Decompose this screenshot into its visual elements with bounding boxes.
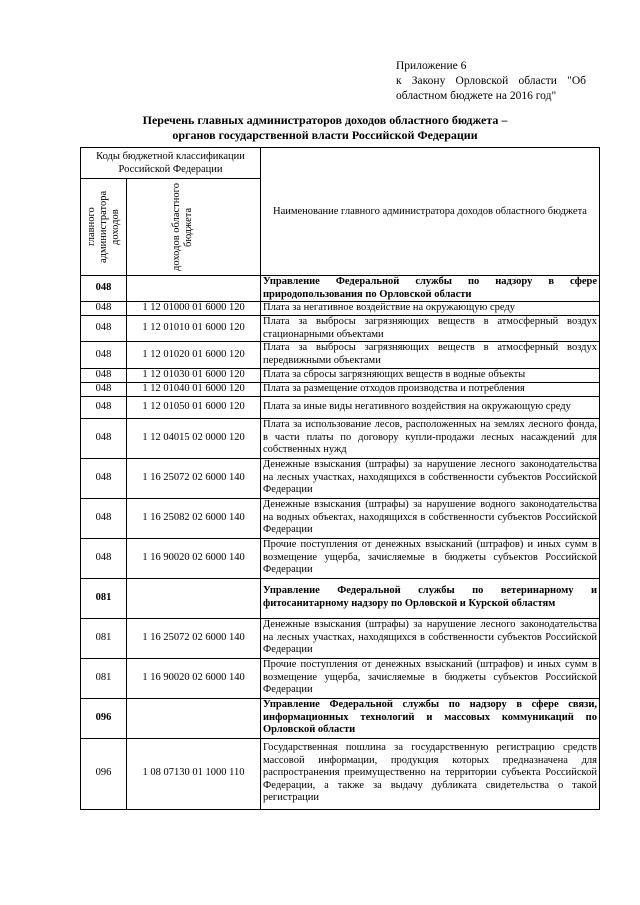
table-row [81,368,600,382]
organization-row [81,578,600,618]
title-line-1: Перечень главных администраторов доходов областного бюджета – [142,113,508,127]
table-row [81,342,600,368]
table-row [81,658,600,698]
income-code-cell: 1 16 25082 02 6000 140 [127,498,261,538]
organization-row [81,276,600,302]
admin-code-cell: 048 [81,538,127,578]
income-code-cell: 1 12 01050 01 6000 120 [127,396,261,418]
admin-code-cell: 081 [81,578,127,618]
admin-code-cell: 048 [81,368,127,382]
admin-code-cell: 096 [81,738,127,809]
administrators-table [80,147,600,810]
income-name-cell: Государственная пошлина за государственную регистрацию средств массовой информации, продукция которых предназначена для распространения преимущественно на территории субъекта Российской Федерации, а также за выдачу дубликата свидетельства о такой регистрации [261,738,600,809]
table-row [81,738,600,809]
admin-code-cell: 081 [81,658,127,698]
admin-code-cell: 048 [81,382,127,396]
header-name-column: Наименование главного администратора доходов областного бюджета [261,148,600,276]
income-code-cell [127,578,261,618]
income-name-cell: Плата за сбросы загрязняющих веществ в водные объекты [261,368,600,382]
income-name-cell: Денежные взыскания (штрафы) за нарушение лесного законодательства на лесных участках, находящихся в собственности субъектов Российской Федерации [261,458,600,498]
header-codes-group: Коды бюджетной классификации Российской Федерации [81,148,261,179]
income-name-cell: Плата за негативное воздействие на окружающую среду [261,302,600,316]
income-code-cell: 1 16 25072 02 6000 140 [127,618,261,658]
table-row [81,498,600,538]
income-name-cell: Прочие поступления от денежных взысканий (штрафов) и иных сумм в возмещение ущерба, зачисляемые в бюджеты субъектов Российской Федерации [261,658,600,698]
admin-code-cell: 048 [81,498,127,538]
organization-name-cell: Управление Федеральной службы по надзору в сфере связи, информационных технологий и массовых коммуникаций по Орловской области [261,698,600,738]
income-name-cell: Плата за выбросы загрязняющих веществ в атмосферный воздух стационарными объектами [261,316,600,342]
appendix-line-1: Приложение 6 [396,60,467,72]
appendix-line-2: к Закону Орловской области "Об [396,75,586,87]
income-code-cell: 1 16 90020 02 6000 140 [127,658,261,698]
admin-code-cell: 048 [81,302,127,316]
header-income-label: доходов областного бюджета [170,183,194,271]
table-row [81,538,600,578]
admin-code-cell: 048 [81,276,127,302]
income-name-cell: Плата за размещение отходов производства и потребления [261,382,600,396]
organization-row [81,698,600,738]
income-code-cell: 1 12 01030 01 6000 120 [127,368,261,382]
table-body [81,276,600,810]
organization-name-cell: Управление Федеральной службы по ветеринарному и фитосанитарному надзору по Орловской и Курской областям [261,578,600,618]
admin-code-cell: 048 [81,458,127,498]
income-code-cell [127,276,261,302]
income-code-cell: 1 12 04015 02 0000 120 [127,418,261,458]
admin-code-cell: 048 [81,316,127,342]
table-row [81,418,600,458]
income-name-cell: Плата за использование лесов, расположенных на землях лесного фонда, в части платы по договору купли-продажи лесных насаждений для собственных нужд [261,418,600,458]
table-row [81,302,600,316]
income-code-cell [127,698,261,738]
income-code-cell: 1 12 01040 01 6000 120 [127,382,261,396]
header-income-column [127,179,261,276]
table-row [81,458,600,498]
income-name-cell: Плата за выбросы загрязняющих веществ в атмосферный воздух передвижными объектами [261,342,600,368]
income-code-cell: 1 16 90020 02 6000 140 [127,538,261,578]
admin-code-cell: 081 [81,618,127,658]
income-name-cell: Денежные взыскания (штрафы) за нарушение водного законодательства на водных объектах, находящихся в собственности субъектов Российской Федерации [261,498,600,538]
income-code-cell: 1 12 01010 01 6000 120 [127,316,261,342]
organization-name-cell: Управление Федеральной службы по надзору в сфере природопользования по Орловской области [261,276,600,302]
income-name-cell: Плата за иные виды негативного воздействия на окружающую среду [261,396,600,418]
table-row [81,316,600,342]
appendix-note [396,59,586,104]
income-code-cell: 1 12 01020 01 6000 120 [127,342,261,368]
header-admin-column [81,179,127,276]
admin-code-cell: 096 [81,698,127,738]
table-row [81,382,600,396]
admin-code-cell: 048 [81,396,127,418]
document-title [60,113,590,143]
income-name-cell: Прочие поступления от денежных взысканий (штрафов) и иных сумм в возмещение ущерба, зачисляемые в бюджеты субъектов Российской Федерации [261,538,600,578]
title-line-2: органов государственной власти Российской Федерации [172,128,478,142]
header-admin-label: главного администратора доходов [85,190,121,264]
admin-code-cell: 048 [81,418,127,458]
appendix-line-3: областном бюджете на 2016 год" [396,90,557,102]
table-row [81,618,600,658]
income-code-cell: 1 12 01000 01 6000 120 [127,302,261,316]
admin-code-cell: 048 [81,342,127,368]
income-code-cell: 1 08 07130 01 1000 110 [127,738,261,809]
table-row [81,396,600,418]
income-name-cell: Денежные взыскания (штрафы) за нарушение лесного законодательства на лесных участках, находящихся в собственности субъектов Российской Федерации [261,618,600,658]
income-code-cell: 1 16 25072 02 6000 140 [127,458,261,498]
